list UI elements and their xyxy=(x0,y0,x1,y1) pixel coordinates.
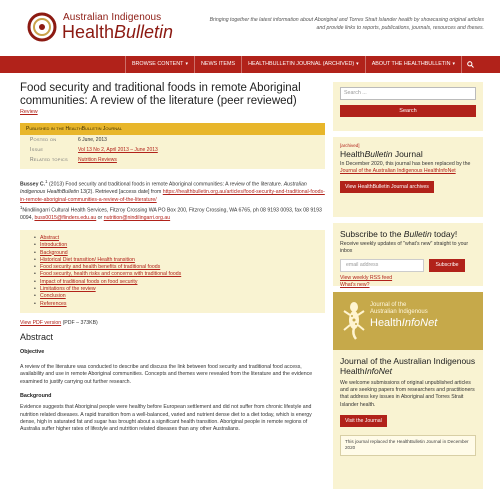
pdf-meta: (PDF – 373KB) xyxy=(61,319,98,326)
hin-title-prefix: Journal of the Australian Indigenous Health xyxy=(340,356,476,376)
publication-heading: Published in the HealthBulletin Journal xyxy=(20,123,325,135)
pub-row-topics xyxy=(20,155,325,165)
toc-item[interactable]: • Food security and health benefits of traditional foods xyxy=(34,264,317,271)
nav-item-browse-content[interactable] xyxy=(125,56,194,73)
toc-item[interactable]: • References xyxy=(34,301,317,308)
email-field[interactable]: email address xyxy=(340,259,424,272)
subscribe-title xyxy=(340,229,476,239)
background-text: Evidence suggests that Aboriginal people were healthy before European settlement and did not suffer from chronic lifestyle and nutrition related diseases. A rapid transition from a well-balanced, varied and nutrient dense diet to a diet today, which is energy dense, high in saturated fat and sugar has brought about a significant health transition. Aboriginal people in remote regions of Australia suffer higher rates of lifestyle and nutrition related diseases than any other Australians. xyxy=(20,404,312,433)
hin-title-italic: InfoNet xyxy=(364,366,392,376)
citation-text: (2013) Food security and traditional foods in remote Aboriginal communities: A review of the literature. xyxy=(47,181,283,188)
toc-item[interactable]: • Food security, health risks and concerns with traditional foods xyxy=(34,271,317,278)
view-archives-button[interactable]: View HealthBulletin Journal archives xyxy=(340,181,434,193)
healthinfonet-body xyxy=(333,350,483,462)
nav-item-journal-archived[interactable] xyxy=(241,56,365,73)
subscribe-form xyxy=(340,259,476,272)
citation-url-link[interactable]: https://healthbulletin.org.au/articles/food-security-and-traditional-foods-in-remote-aboriginal-communities-a-review-of-the-literature/ xyxy=(20,189,325,203)
objective-heading: Objective xyxy=(20,348,45,355)
citation-text2: 13(2). Retrieved [access date] from xyxy=(78,189,163,196)
article-main xyxy=(20,82,325,434)
chevron-down-icon: ▾ xyxy=(452,61,455,67)
pub-label: Posted on xyxy=(30,137,57,143)
citation-author: Bussey C. xyxy=(20,181,46,188)
pdf-link[interactable]: View PDF version xyxy=(20,319,62,326)
sub-title-suffix: today! xyxy=(431,229,458,239)
issue-link[interactable]: Vol 13 No 2, April 2013 – June 2013 xyxy=(78,147,158,153)
nav-label: ABOUT THE HEALTHBULLETIN xyxy=(371,61,451,67)
toc-item[interactable]: • Abstract xyxy=(34,235,317,242)
nav-label: NEWS ITEMS xyxy=(200,61,236,67)
healthinfonet-title xyxy=(340,356,476,376)
citation-sup: 1 xyxy=(45,179,48,184)
nav-search-button[interactable] xyxy=(461,56,479,73)
nav-label: BROWSE CONTENT xyxy=(131,61,184,67)
lizard-logo-icon xyxy=(342,300,366,340)
hin-logo-infonet: InfoNet xyxy=(401,317,438,329)
replacement-note: This journal replaced the HealthBulletin Journal in December 2020 xyxy=(340,435,476,456)
pub-label: Issue xyxy=(30,147,44,153)
pub-value: 6 June, 2013 xyxy=(78,137,107,143)
affil-sup: 1 xyxy=(20,205,23,211)
hin-logo-line3 xyxy=(370,317,437,329)
logo-bulletin: Bulletin xyxy=(114,22,174,42)
sub-title-prefix: Subscribe to the xyxy=(340,229,404,239)
main-nav xyxy=(0,56,500,73)
hin-logo-health: Health xyxy=(370,317,402,329)
logo-text-main[interactable] xyxy=(62,22,173,43)
logo-health: Health xyxy=(62,22,115,42)
healthinfonet-text: We welcome submissions of original unpublished articles and are seeking papers from researchers and practitioners that address key issues in Aboriginal and Torres Strait Islander health. xyxy=(340,380,475,408)
citation-journal: Australian Indigenous HealthBulletin xyxy=(20,181,307,196)
hb-journal-title xyxy=(340,149,476,159)
toc-item[interactable]: • Historical Diet transition/ Health transition xyxy=(34,257,317,264)
healthinfonet-banner xyxy=(333,292,483,350)
or-text: or xyxy=(96,215,104,222)
toc-item[interactable]: • Impact of traditional foods on food security xyxy=(34,279,317,286)
chevron-down-icon: ▾ xyxy=(356,61,359,67)
hb-title-italic: Bulletin xyxy=(364,149,393,159)
site-header xyxy=(0,0,500,56)
toc-item[interactable]: • Background xyxy=(34,250,317,257)
page-title: Food security and traditional foods in remote Aboriginal communities: A review of the literature (peer reviewed) xyxy=(20,82,301,107)
pub-row-issue xyxy=(20,145,325,155)
subscribe-box xyxy=(333,223,483,289)
nav-item-news[interactable] xyxy=(194,56,241,73)
pdf-line xyxy=(20,320,325,326)
logo-text-top[interactable]: Australian Indigenous xyxy=(63,12,162,23)
rss-feed-link[interactable]: View weekly RSS feed xyxy=(340,275,393,282)
logo-icon[interactable] xyxy=(27,12,57,42)
objective-text: A review of the literature was conducted to describe and discuss the link between food security and traditional food access, availability and use in remote Aboriginal communities. Concepts and themes were revealed from the literature and the evidence examined to justify carrying out further research. xyxy=(20,363,313,385)
nav-items xyxy=(125,56,479,73)
abstract-heading: Abstract xyxy=(20,331,54,342)
pub-row-posted xyxy=(20,135,325,145)
toc-item[interactable]: • Limitations of the review xyxy=(34,286,317,293)
toc-item[interactable]: • Conclusion xyxy=(34,293,317,300)
publication-info-box xyxy=(20,123,325,169)
search-input[interactable]: Search ... xyxy=(340,87,476,100)
archived-label: [archived] xyxy=(340,143,360,148)
topic-link[interactable]: Nutrition Reviews xyxy=(78,157,117,163)
healthbulletin-journal-box xyxy=(333,137,483,217)
table-of-contents xyxy=(20,230,325,313)
hb-text xyxy=(340,161,476,175)
nav-label: HEALTHBULLETIN JOURNAL (ARCHIVED) xyxy=(248,61,355,67)
healthinfonet-journal-link[interactable]: Journal of the Australian Indigenous HealthInfoNet xyxy=(340,168,456,175)
hin-logo-line2: Australian Indigenous xyxy=(370,309,428,315)
search-button[interactable]: Search xyxy=(340,105,476,117)
affiliation-text: Nindilingarri Cultural Health Services, Fitzroy Crossing WA PO Box 200, Fitzroy Crossing, WA 6765, ph 08 9193 0093, fax 08 9193 0094, xyxy=(20,207,322,222)
sidebar xyxy=(333,82,483,489)
email-link-2[interactable]: nutrition@nindilingarri.org.au xyxy=(103,215,171,222)
review-tag-link[interactable]: Review xyxy=(20,109,38,115)
nav-item-about[interactable] xyxy=(365,56,461,73)
chevron-down-icon: ▾ xyxy=(185,61,188,67)
hin-logo-line1: Journal of the xyxy=(370,302,407,308)
subscribe-text: Receive weekly updates of "what's new" straight to your inbox xyxy=(340,241,469,255)
whats-new-link[interactable]: What's new? xyxy=(340,282,370,289)
email-link-1[interactable]: buss0015@flinders.edu.au xyxy=(34,215,97,222)
hb-text-body: In December 2020, this journal has been replaced by the xyxy=(340,161,471,167)
sub-title-italic: Bulletin xyxy=(403,229,432,239)
pub-label: Related topics xyxy=(30,157,68,163)
hb-title-prefix: Health xyxy=(340,149,365,159)
hb-title-suffix: Journal xyxy=(392,149,423,159)
background-heading: Background xyxy=(20,393,52,400)
toc-item[interactable]: • Introduction xyxy=(34,242,317,249)
visit-journal-button[interactable]: Visit the Journal xyxy=(340,415,387,427)
search-icon xyxy=(467,61,474,68)
citation xyxy=(20,178,325,223)
subscribe-button[interactable]: Subscribe xyxy=(429,259,465,272)
site-tagline: Bringing together the latest information about Aboriginal and Torres Strait Islander health by showcasing original articles and provide links to reports, publications, journals, resources and theses. xyxy=(209,17,484,31)
sidebar-search-box xyxy=(333,82,483,131)
healthinfonet-journal-box xyxy=(333,292,483,489)
